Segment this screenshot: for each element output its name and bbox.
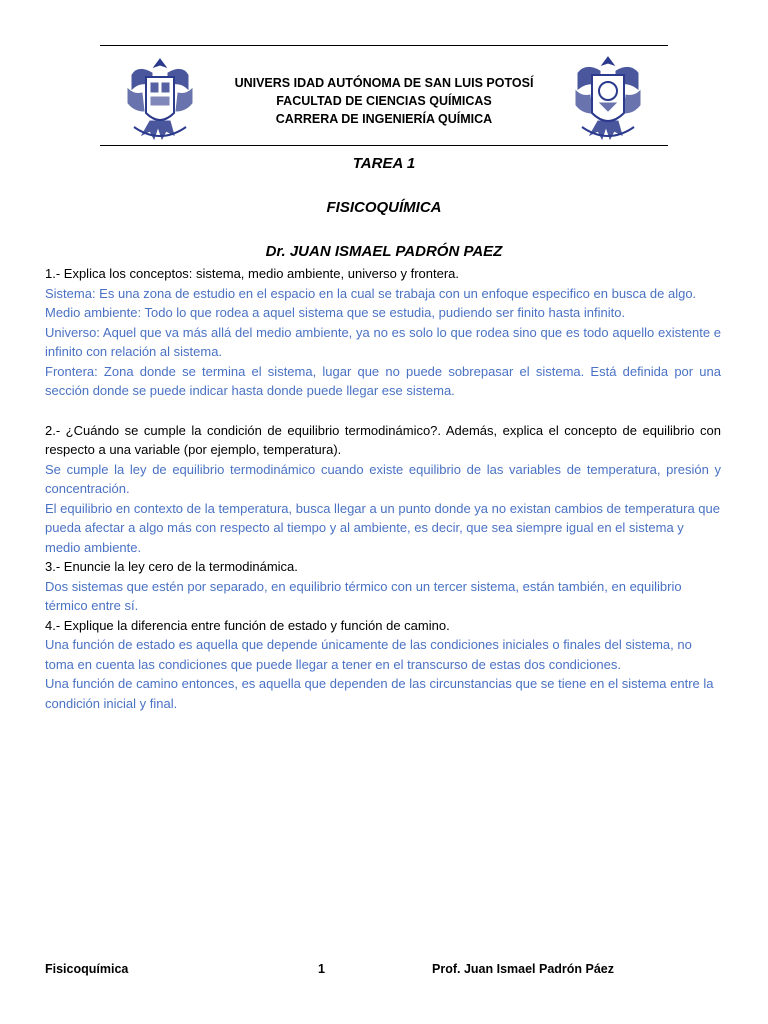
faculty-eagle-seal-icon <box>572 55 644 143</box>
professor-title: Dr. JUAN ISMAEL PADRÓN PAEZ <box>265 243 503 260</box>
answer-text: Medio ambiente: Todo lo que rodea a aquel sistema que se estudia, pudiendo ser finito hasta infinito. <box>45 305 626 320</box>
university-eagle-seal-icon <box>124 55 196 143</box>
question-text: 2.- ¿Cuándo se cumple la condición de equilibrio termodinámico?. Además, explica el concepto de equilibrio con respecto a una variable (por ejemplo, temperatura). <box>45 422 721 457</box>
paragraph-gap <box>45 401 721 421</box>
answer-text: Se cumple la ley de equilibrio termodinámico cuando existe equilibrio de las variables de temperatura, presión y concentración. <box>45 461 721 496</box>
answer-text: Frontera: Zona donde se termina el sistema, lugar que no puede sobrepasar el sistema. Está definida por una sección donde se puede indicar hasta donde puede llegar ese sistema. <box>45 363 721 398</box>
university-name: UNIVERS IDAD AUTÓNOMA DE SAN LUIS POTOSÍ <box>234 76 534 90</box>
institution-header <box>200 74 568 128</box>
footer-professor: Prof. Juan Ismael Padrón Páez <box>432 962 615 976</box>
footer-page-number: 1 <box>318 962 325 976</box>
question-text: 3.- Enuncie la ley cero de la termodinámica. <box>45 559 298 574</box>
career-name: CARRERA DE INGENIERÍA QUÍMICA <box>275 112 493 126</box>
footer-subject: Fisicoquímica <box>45 962 129 976</box>
question-block <box>45 616 721 714</box>
header-bottom-rule <box>100 145 668 146</box>
question-block <box>45 421 721 558</box>
answer-text: Sistema: Es una zona de estudio en el espacio en la cual se trabaja con un enfoque especifico en busca de algo. <box>45 285 697 301</box>
answer-text: Una función de estado es aquella que depende únicamente de las condiciones iniciales o finales del sistema, no toma en cuenta las condiciones que puede llegar a tener en el transcurso de estas dos condiciones. <box>45 637 692 672</box>
question-block <box>45 264 721 401</box>
subject-title: FISICOQUÍMICA <box>326 199 442 216</box>
assignment-title: TAREA 1 <box>352 155 416 172</box>
question-text: 1.- Explica los conceptos: sistema, medio ambiente, universo y frontera. <box>45 266 460 281</box>
header-top-rule <box>100 45 668 46</box>
answer-text: El equilibrio en contexto de la temperatura, busca llegar a un punto donde ya no existan cambios de temperatura que pueda afectar a algo más con respecto al tiempo y al ambiente, es decir, que sea siempre igual en el sistema y medio ambiente. <box>45 500 720 555</box>
answer-text: Dos sistemas que estén por separado, en equilibrio térmico con un tercer sistema, están también, en equilibrio térmico entre sí. <box>45 578 682 613</box>
question-text: 4.- Explique la diferencia entre función de estado y función de camino. <box>45 617 450 633</box>
faculty-name: FACULTAD DE CIENCIAS QUÍMICAS <box>276 94 492 108</box>
answer-text: Universo: Aquel que va más allá del medio ambiente, ya no es solo lo que rodea sino que es todo aquello existente e infinito con relación al sistema. <box>45 324 721 359</box>
assignment-body <box>45 264 721 713</box>
answer-text: Una función de camino entonces, es aquella que dependen de las circunstancias que se tiene en el sistema entre la condición inicial y final. <box>45 676 714 711</box>
question-block <box>45 557 721 616</box>
